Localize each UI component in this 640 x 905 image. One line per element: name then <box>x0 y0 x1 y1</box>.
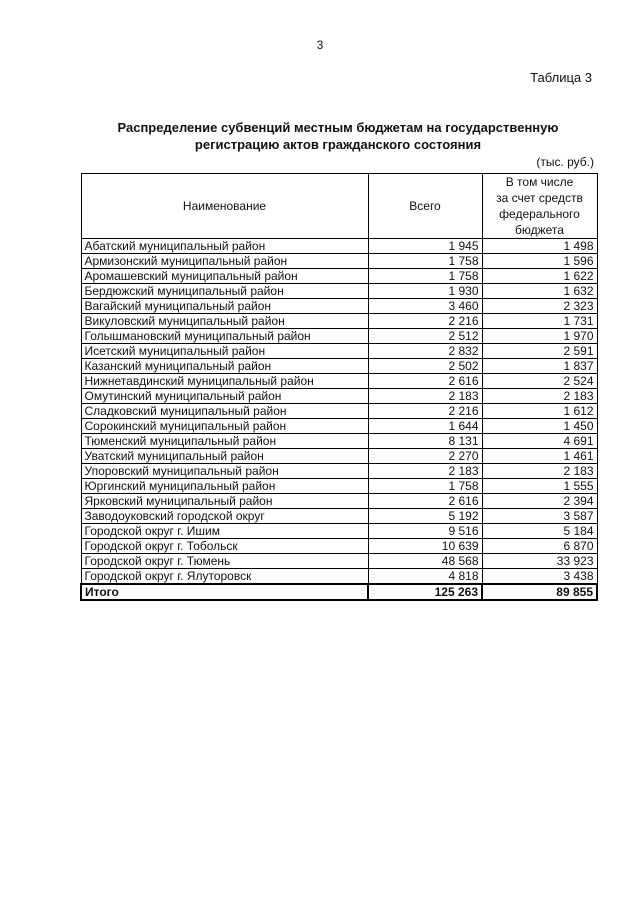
table-row <box>81 569 597 585</box>
row-total: 1 644 <box>368 419 482 434</box>
row-total: 5 192 <box>368 509 482 524</box>
row-federal: 1 498 <box>482 239 597 254</box>
total-sum: 125 263 <box>368 584 482 600</box>
row-total: 1 930 <box>368 284 482 299</box>
row-total: 3 460 <box>368 299 482 314</box>
table-row <box>81 449 597 464</box>
table-row <box>81 524 597 539</box>
header-federal <box>482 174 597 239</box>
row-federal: 6 870 <box>482 539 597 554</box>
row-name: Аромашевский муниципальный район <box>81 269 368 284</box>
table-row <box>81 359 597 374</box>
row-federal: 1 837 <box>482 359 597 374</box>
row-total: 2 832 <box>368 344 482 359</box>
row-total: 9 516 <box>368 524 482 539</box>
row-name: Городской округ г. Ялуторовск <box>81 569 368 585</box>
table-row <box>81 479 597 494</box>
row-name: Вагайский муниципальный район <box>81 299 368 314</box>
row-federal: 2 183 <box>482 464 597 479</box>
row-federal: 2 323 <box>482 299 597 314</box>
row-name: Бердюжский муниципальный район <box>81 284 368 299</box>
header-federal-line-4: бюджета <box>515 223 564 237</box>
row-total: 2 512 <box>368 329 482 344</box>
row-federal: 1 555 <box>482 479 597 494</box>
row-federal: 3 587 <box>482 509 597 524</box>
table-row <box>81 374 597 389</box>
row-total: 2 502 <box>368 359 482 374</box>
table-row <box>81 404 597 419</box>
row-total: 2 183 <box>368 389 482 404</box>
table-row <box>81 509 597 524</box>
row-name: Сорокинский муниципальный район <box>81 419 368 434</box>
row-name: Исетский муниципальный район <box>81 344 368 359</box>
row-total: 1 758 <box>368 479 482 494</box>
title-line-1: Распределение субвенций местным бюджетам на государственную <box>117 120 559 135</box>
row-federal: 1 450 <box>482 419 597 434</box>
row-name: Сладковский муниципальный район <box>81 404 368 419</box>
total-row <box>81 584 597 600</box>
row-name: Уватский муниципальный район <box>81 449 368 464</box>
row-total: 2 616 <box>368 374 482 389</box>
page-number: 3 <box>316 38 324 52</box>
row-name: Викуловский муниципальный район <box>81 314 368 329</box>
header-federal-line-2: за счет средств <box>496 191 583 205</box>
row-total: 48 568 <box>368 554 482 569</box>
row-name: Голышмановский муниципальный район <box>81 329 368 344</box>
row-total: 8 131 <box>368 434 482 449</box>
row-name: Абатский муниципальный район <box>81 239 368 254</box>
row-federal: 2 394 <box>482 494 597 509</box>
row-federal: 1 970 <box>482 329 597 344</box>
row-name: Упоровский муниципальный район <box>81 464 368 479</box>
document-title <box>80 119 596 153</box>
row-total: 2 216 <box>368 404 482 419</box>
table-header-row <box>81 174 597 239</box>
table-row <box>81 254 597 269</box>
table-row <box>81 539 597 554</box>
row-name: Городской округ г. Тюмень <box>81 554 368 569</box>
table-row <box>81 299 597 314</box>
table-row <box>81 239 597 254</box>
table-row <box>81 284 597 299</box>
row-name: Ярковский муниципальный район <box>81 494 368 509</box>
row-total: 4 818 <box>368 569 482 585</box>
title-line-2: регистрацию актов гражданского состояния <box>194 137 482 152</box>
row-name: Заводоуковский городской округ <box>81 509 368 524</box>
subsidy-table <box>80 173 598 601</box>
row-federal: 1 612 <box>482 404 597 419</box>
row-federal: 3 438 <box>482 569 597 585</box>
header-federal-line-1: В том числе <box>505 175 574 189</box>
row-total: 2 270 <box>368 449 482 464</box>
row-federal: 1 596 <box>482 254 597 269</box>
row-name: Казанский муниципальный район <box>81 359 368 374</box>
table-row <box>81 419 597 434</box>
row-federal: 2 183 <box>482 389 597 404</box>
row-name: Тюменский муниципальный район <box>81 434 368 449</box>
row-name: Городской округ г. Ишим <box>81 524 368 539</box>
row-federal: 1 461 <box>482 449 597 464</box>
row-name: Юргинский муниципальный район <box>81 479 368 494</box>
table-row <box>81 389 597 404</box>
row-total: 1 758 <box>368 254 482 269</box>
row-federal: 1 731 <box>482 314 597 329</box>
row-name: Нижнетавдинский муниципальный район <box>81 374 368 389</box>
table-row <box>81 344 597 359</box>
row-name: Омутинский муниципальный район <box>81 389 368 404</box>
row-federal: 1 622 <box>482 269 597 284</box>
total-federal: 89 855 <box>482 584 597 600</box>
total-label: Итого <box>81 584 368 600</box>
row-name: Армизонский муниципальный район <box>81 254 368 269</box>
row-federal: 2 591 <box>482 344 597 359</box>
row-federal: 4 691 <box>482 434 597 449</box>
table-row <box>81 434 597 449</box>
row-total: 1 945 <box>368 239 482 254</box>
table-row <box>81 494 597 509</box>
row-total: 10 639 <box>368 539 482 554</box>
row-federal: 2 524 <box>482 374 597 389</box>
row-name: Городской округ г. Тобольск <box>81 539 368 554</box>
row-federal: 5 184 <box>482 524 597 539</box>
units-label: (тыс. руб.) <box>536 155 594 169</box>
table-row <box>81 554 597 569</box>
row-total: 2 616 <box>368 494 482 509</box>
table-row <box>81 329 597 344</box>
row-federal: 1 632 <box>482 284 597 299</box>
row-total: 1 758 <box>368 269 482 284</box>
row-federal: 33 923 <box>482 554 597 569</box>
row-total: 2 216 <box>368 314 482 329</box>
table-label: Таблица 3 <box>530 70 592 85</box>
row-total: 2 183 <box>368 464 482 479</box>
header-federal-line-3: федерального <box>499 207 580 221</box>
header-name: Наименование <box>81 174 368 239</box>
table-row <box>81 269 597 284</box>
header-total: Всего <box>368 174 482 239</box>
table-row <box>81 314 597 329</box>
table-row <box>81 464 597 479</box>
